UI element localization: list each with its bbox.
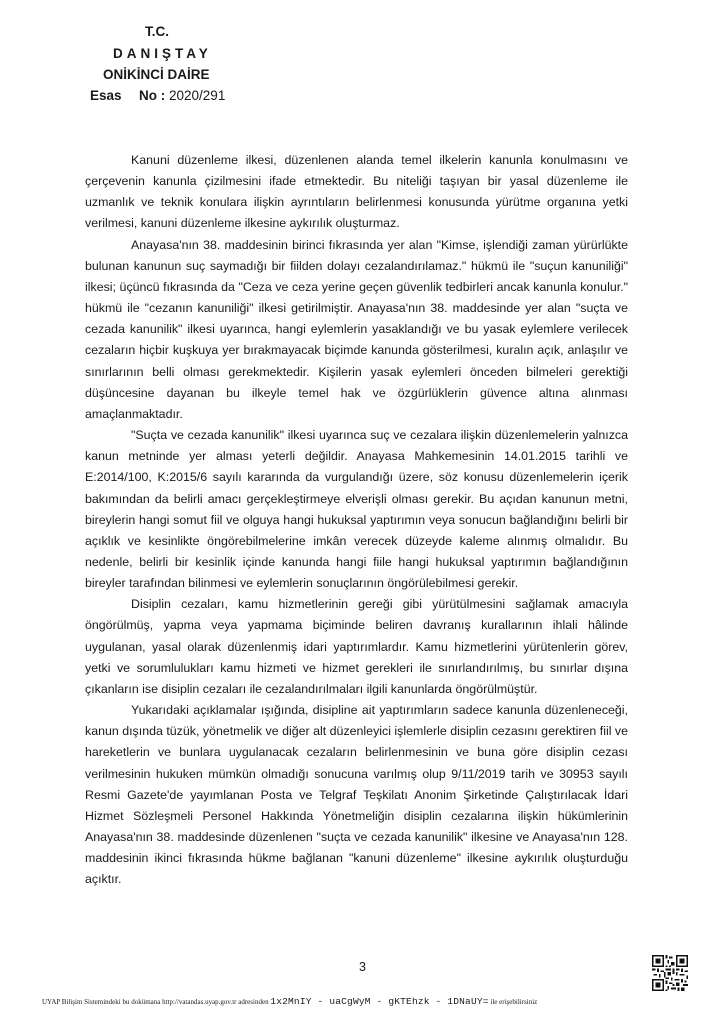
uyap-footer bbox=[42, 996, 642, 1007]
qr-code-icon bbox=[652, 955, 688, 991]
access-code: 1x2MnIY - uaCgWyM - gKTEhzk - 1DNaUY= bbox=[270, 996, 489, 1007]
document-header bbox=[0, 0, 725, 110]
esas-number bbox=[139, 88, 225, 103]
page-number: 3 bbox=[359, 960, 366, 974]
esas-no-label: No : bbox=[139, 88, 166, 103]
esas-label: Esas bbox=[90, 88, 122, 103]
header-chamber: ONİKİNCİ DAİRE bbox=[103, 67, 210, 82]
paragraph: Kanuni düzenleme ilkesi, düzenlenen alanda temel ilkelerin kanunla konulmasını ve çerçevenin kanunla çizilmesini ifade etmektedir. Bu niteliği taşıyan bir yasal düzenleme ile uzmanlık ve teknik konulara ilişkin ayrıntıların belirlenmesi konusunda yürütme organına yetki verilmesi, kanuni düzenleme ilkesine aykırılık oluşturmaz. bbox=[85, 153, 628, 231]
footer-suffix: ile erişebilirsiniz bbox=[490, 998, 538, 1006]
header-court-name: DANIŞTAY bbox=[113, 46, 212, 61]
esas-no-value: 2020/291 bbox=[169, 88, 226, 103]
document-body bbox=[85, 150, 628, 890]
paragraph: Disiplin cezaları, kamu hizmetlerinin gereği gibi yürütülmesini sağlamak amacıyla öngörülmüş, yapma veya yapmama biçiminde beliren davranış kurallarının ihlali hâlinde uygulanan, yasal olarak düzenlenmiş idari yaptırımlardır. Kamu hizmetlerini yürütenlerin görev, yetki ve sorumlulukları kamu hizmeti ve hizmet gerekleri ile sınırlandırılmış, bu sınırlar dışına çıkanların ise disiplin cezaları ile cezalandırılmaları ilgili kanunlarda öngörülmüştür. bbox=[85, 597, 628, 696]
paragraph: Anayasa'nın 38. maddesinin birinci fıkrasında yer alan "Kimse, işlendiği zaman yürürlükte bulunan kanunun suç saymadığı bir fiilden dolayı cezalandırılamaz." hükmü ile "suçun kanuniliği" ilkesi; üçüncü fıkrasında da "Ceza ve ceza yerine geçen güvenlik tedbirleri ancak kanunla konulur." hükmü ile "cezanın kanuniliği" ilkesi getirilmiştir. Anayasa'nın 38. maddesinde yer alan "suçta ve cezada kanunilik" ilkesi uyarınca, hangi eylemlerin yasaklandığı ve bu yasak eylemlere verilecek cezaların hiçbir kuşkuya yer bırakmayacak biçimde kanunda gösterilmesi, kuralın açık, anlaşılır ve sınırlarının belli olması gerekmektedir. Kişilerin yasak eylemleri önceden bilmeleri gerektiği düşüncesine dayanan bu ilkeyle temel hak ve özgürlüklerin güvence altına alınması amaçlanmaktadır. bbox=[85, 237, 628, 421]
paragraph: Yukarıdaki açıklamalar ışığında, disipline ait yaptırımların sadece kanunla düzenleneceği, kanun dışında tüzük, yönetmelik ve diğer alt düzenleyici işlemlerle disiplin cezasını gerektiren fiil ve hareketlerin ve bunlara uygulanacak cezaların belirlenmesinin ve buna göre disiplin cezası verilmesinin hukuken mümkün olmadığı sonucuna varılmış olup 9/11/2019 tarih ve 30953 sayılı Resmi Gazete'de yayımlanan Posta ve Telgraf Teşkilatı Anonim Şirketinde Çalıştırılacak İdari Hizmet Sözleşmeli Personel Hakkında Yönetmeliğin disiplin cezalarına ilişkin hükümlerinin Anayasa'nın 38. maddesinde düzenlenen "suçta ve cezada kanunilik" ilkesine ve Anayasa'nın 128. maddesinin ikinci fıkrasında hükme bağlanan "kanuni düzenleme" ilkesine aykırılık oluşturduğu açıktır. bbox=[85, 703, 628, 887]
paragraph: "Suçta ve cezada kanunilik" ilkesi uyarınca suç ve cezalara ilişkin düzenlemelerin yalnızca kanun metninde yer alması yeterli değildir. Anayasa Mahkemesinin 14.01.2015 tarihli ve E:2014/100, K:2015/6 sayılı kararında da vurgulandığı üzere, söz konusu düzenlemelerin içerik bakımından da belirli amacı gerçekleştirmeye elverişli olması gerekir. Bu açıdan kanunun metni, bireylerin hangi somut fiil ve olguya hangi hukuksal yaptırımın veya sonucun bağlandığını belirli bir açıklık ve kesinlikte öngörebilmelerine imkân verecek düzeyde kaleme alınmış olmalıdır. Bu nedenle, belirli bir kesinlik içinde kanunda hangi fiile hangi hukuksal yaptırımın bağlandığının bireyler tarafından bilinmesi ve eylemlerin sonuçlarının öngörülebilmesi gerekir. bbox=[85, 428, 628, 591]
footer-prefix: UYAP Bilişim Sistemindeki bu dokümana http://vatandas.uyap.gov.tr adresinden bbox=[42, 998, 269, 1006]
header-tc: T.C. bbox=[145, 24, 170, 39]
